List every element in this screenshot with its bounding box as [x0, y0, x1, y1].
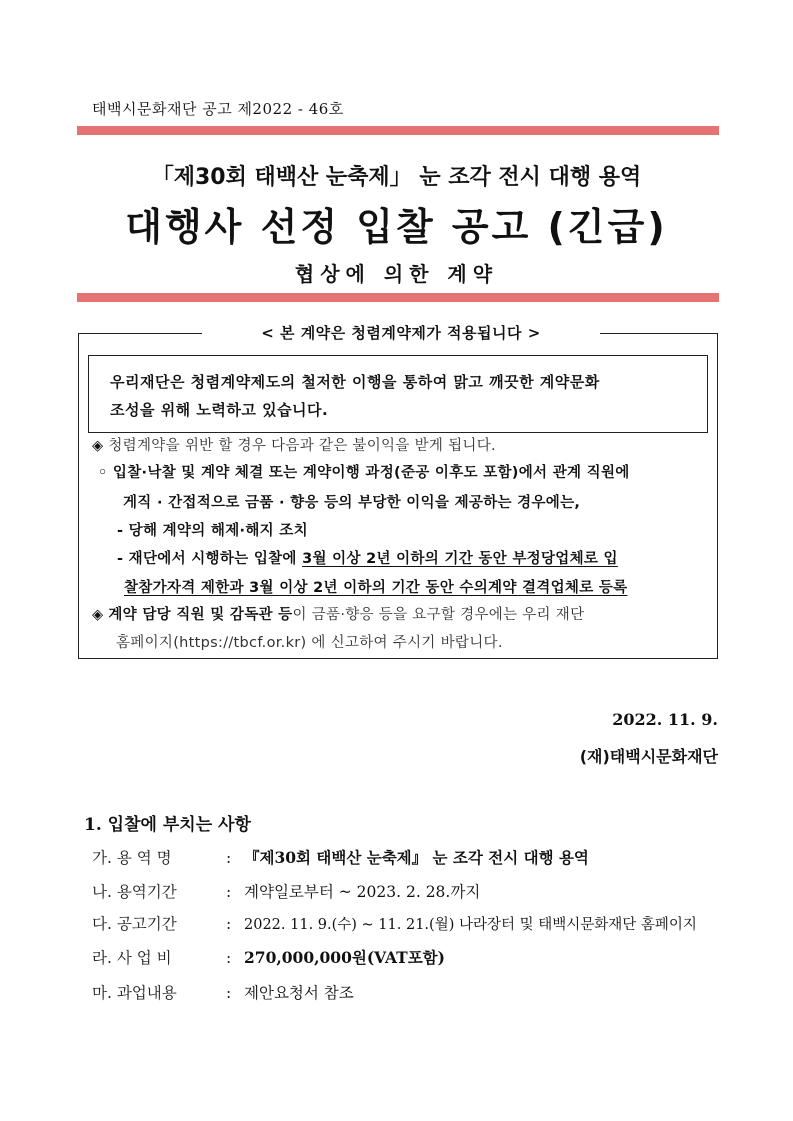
report-notice-continued: 홈페이지(https://tbcf.or.kr) 에 신고하여 주시기 바랍니다.: [116, 635, 503, 651]
item-label: 마. 과업내용: [92, 984, 177, 1002]
item-value: 『제30회 태백산 눈축제』 눈 조각 전시 대행 용역: [244, 848, 589, 867]
item-project-budget: [92, 946, 445, 968]
penalty-condition-line-2: 게직 · 간접적으로 금품 · 향응 등의 부당한 이익을 제공하는 경우에는,: [123, 495, 581, 511]
report-notice-text: 이 금품·향응 등을 요구할 경우에는 우리 재단: [292, 607, 585, 623]
penalty-condition-line-1: ◦ 입찰·낙찰 및 계약 체결 또는 계약이행 과정(준공 이후도 포함)에서 관계 직원에: [98, 465, 630, 481]
item-value: 270,000,000원(VAT포함): [244, 948, 445, 967]
item-colon: :: [226, 883, 232, 901]
item-task-content: [92, 981, 354, 1003]
top-accent-bar: [77, 126, 719, 135]
item-label: 나. 용역기간: [92, 883, 177, 901]
item-colon: :: [226, 984, 232, 1002]
contract-type: 협상에 의한 계약: [294, 262, 499, 286]
report-notice-subject: 계약 담당 직원 및 감독관 등: [108, 607, 293, 623]
penalty-restriction-continued: 찰참가자격 제한과 3월 이상 2년 이하의 기간 동안 수의계약 결격업체로 등록: [124, 580, 628, 596]
integrity-statement-line-2: 조성을 위해 노력하고 있습니다.: [110, 401, 329, 419]
issuing-organization: (재)태백시문화재단: [579, 747, 718, 766]
item-service-period: [92, 880, 480, 902]
integrity-statement-box: [88, 355, 708, 433]
diamond-bullet-icon: ◈: [92, 607, 104, 623]
item-label: 가. 용 역 명: [92, 849, 172, 867]
item-colon: :: [226, 849, 232, 867]
item-value: 계약일로부터 ~ 2023. 2. 28.까지: [244, 883, 481, 901]
diamond-bullet-icon: ◈: [92, 438, 104, 454]
item-colon: :: [226, 915, 232, 933]
page-title: 대행사 선정 입찰 공고 (긴급): [125, 205, 668, 249]
item-colon: :: [226, 949, 232, 967]
document-number: 태백시문화재단 공고 제2022 - 46호: [92, 100, 344, 118]
section-heading: 1. 입찰에 부치는 사항: [84, 815, 251, 835]
item-value: 제안요청서 참조: [244, 984, 354, 1002]
frame-top-line-right: [600, 333, 718, 334]
notice-date: 2022. 11. 9.: [612, 710, 718, 729]
integrity-statement-line-1: 우리재단은 청렴계약제도의 철저한 이행을 통하여 맑고 깨끗한 계약문화: [110, 373, 600, 391]
item-label: 라. 사 업 비: [92, 949, 172, 967]
penalty-notice-text: 청렴계약을 위반 할 경우 다음과 같은 불이익을 받게 됩니다.: [108, 438, 496, 454]
penalty-restriction-prefix: - 재단에서 시행하는 입찰에: [117, 551, 303, 567]
penalty-item-termination: - 당해 계약의 해제·해지 조치: [117, 523, 308, 539]
item-service-name: [92, 846, 589, 868]
integrity-notice-header: < 본 계약은 청렴계약제가 적용됩니다 >: [261, 324, 541, 342]
item-notice-period: [92, 912, 697, 934]
penalty-notice-line: [92, 434, 496, 455]
penalty-item-restriction: [117, 547, 618, 568]
frame-top-line-left: [78, 333, 202, 334]
report-notice-line: [92, 603, 584, 624]
penalty-restriction-underlined: 3월 이상 2년 이하의 기간 동안 부정당업체로 입: [302, 551, 618, 567]
project-subtitle: 「제30회 태백산 눈축제」 눈 조각 전시 대행 용역: [151, 165, 642, 190]
item-value: 2022. 11. 9.(수) ~ 11. 21.(월) 나라장터 및 태백시문화재단 홈페이지: [244, 917, 697, 933]
item-label: 다. 공고기간: [92, 915, 177, 933]
bottom-accent-bar: [77, 293, 719, 302]
